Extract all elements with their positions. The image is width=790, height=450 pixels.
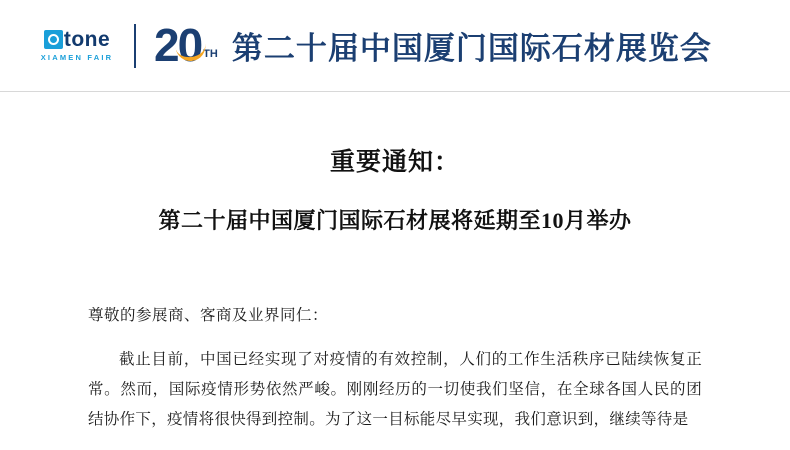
page-header xyxy=(0,0,790,92)
logo-subtext: XIAMEN FAIR xyxy=(40,53,114,62)
anniversary-badge xyxy=(154,18,218,71)
paragraph-1: 截止目前，中国已经实现了对疫情的有效控制，人们的工作生活秩序已陆续恢复正常。然而，国际疫情形势依然严峻。刚刚经历的一切使我们坚信，在全球各国人民的团结协作下，疫情将很快得到控制。为了这一目标能尽早实现，我们意识到，继续等待是 xyxy=(88,351,702,428)
stone-s-icon xyxy=(44,30,63,49)
logo-wordmark xyxy=(44,29,110,50)
page-title: 第二十届中国厦门国际石材展览会 xyxy=(231,31,712,66)
anniversary-number: 20 xyxy=(154,25,201,66)
notice-subtitle: 第二十届中国厦门国际石材展将延期至10月举办 xyxy=(158,208,632,233)
notice-title: 重要通知： xyxy=(329,149,460,176)
salutation: 尊敬的参展商、客商及业界同仁： xyxy=(88,307,329,324)
logo-text: tone xyxy=(63,28,111,51)
document-body xyxy=(0,142,790,435)
anniversary-suffix: TH xyxy=(203,48,218,61)
stone-fair-logo xyxy=(34,29,120,62)
header-divider xyxy=(134,24,136,68)
